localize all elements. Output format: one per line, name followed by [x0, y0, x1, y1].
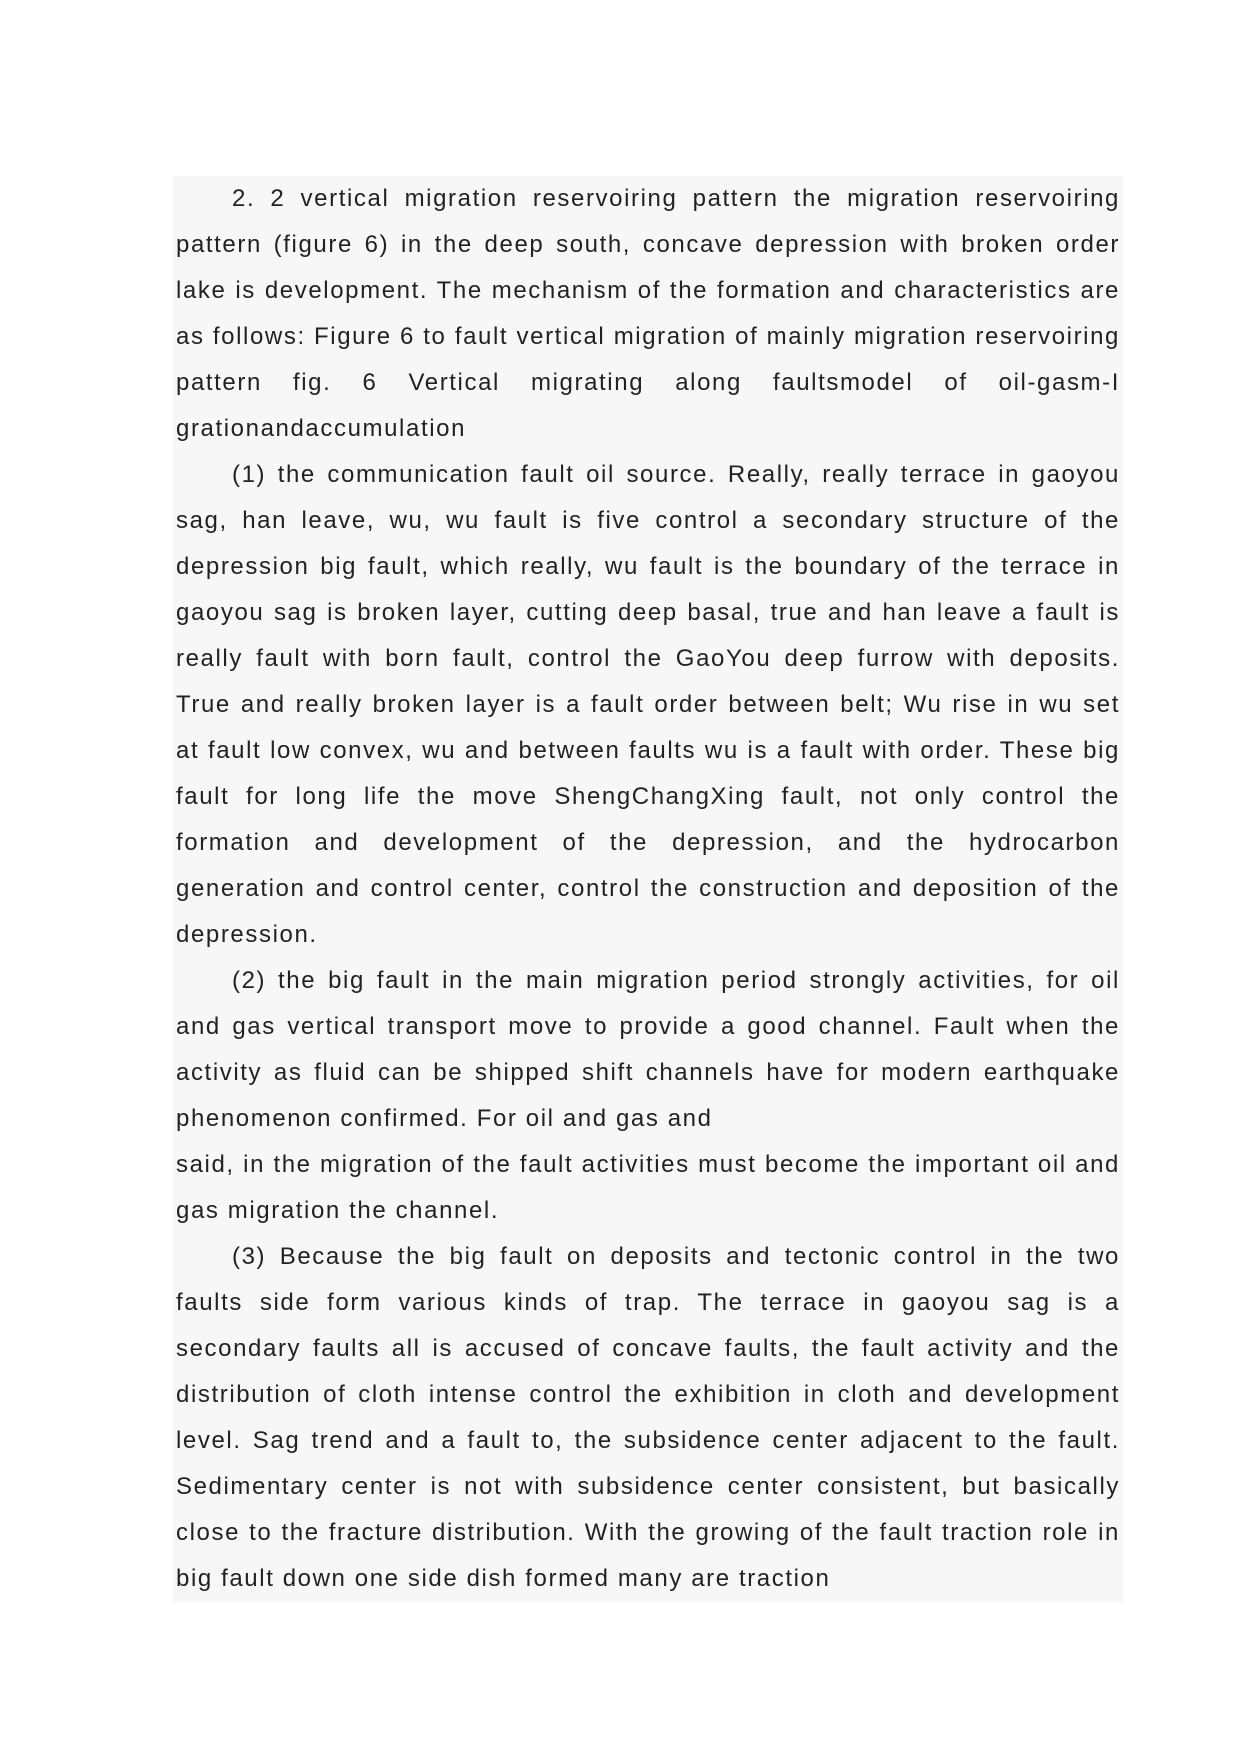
paragraph-text: (1) the communication fault oil source. Really, really terrace in gaoyou sag, han leave, wu, wu fault is five control a secondary structure of the depression big fault, which really, wu fault is the boundary of the terrace in gaoyou sag is broken layer, cutting deep basal, true and han leave a fault is really fault with born fault, control the GaoYou deep furrow with deposits. True and really broken layer is a fault order between belt; Wu rise in wu set at fault low convex, wu and between faults wu is a fault with order. These big fault for long life the move ShengChangXing fault, not only control the formation and development of the depression, and the hydrocarbon generation and control center, control the construction and deposition of the depression. — [176, 461, 1120, 948]
paragraph-text: said, in the migration of the fault activities must become the important oil and gas migration the channel. — [176, 1151, 1120, 1224]
paragraph-big-fault-migration — [176, 958, 1120, 1142]
document-body — [173, 176, 1123, 1602]
paragraph-text: (3) Because the big fault on deposits and tectonic control in the two faults side form various kinds of trap. The terrace in gaoyou sag is a secondary faults all is accused of concave faults, the fault activity and the distribution of cloth intense control the exhibition in cloth and development level. Sag trend and a fault to, the subsidence center adjacent to the fault. Sedimentary center is not with subsidence center consistent, but basically close to the fracture distribution. With the growing of the fault traction role in big fault down one side dish formed many are traction — [176, 1243, 1120, 1592]
paragraph-communication-fault — [176, 452, 1120, 958]
paragraph-vertical-migration — [176, 176, 1120, 452]
paragraph-continuation — [176, 1142, 1120, 1234]
paragraph-trap-formation — [176, 1234, 1120, 1602]
paragraph-text: 2. 2 vertical migration reservoiring pattern the migration reservoiring pattern (figure 6) in the deep south, concave depression with broken order lake is development. The mechanism of the formation and characteristics are as follows: Figure 6 to fault vertical migration of mainly migration reservoiring pattern fig. 6 Vertical migrating along faultsmodel of oil-gasm-I grationandaccumulation — [176, 185, 1120, 442]
paragraph-text: (2) the big fault in the main migration period strongly activities, for oil and gas vertical transport move to provide a good channel. Fault when the activity as fluid can be shipped shift channels have for modern earthquake phenomenon confirmed. For oil and gas and — [176, 967, 1120, 1132]
